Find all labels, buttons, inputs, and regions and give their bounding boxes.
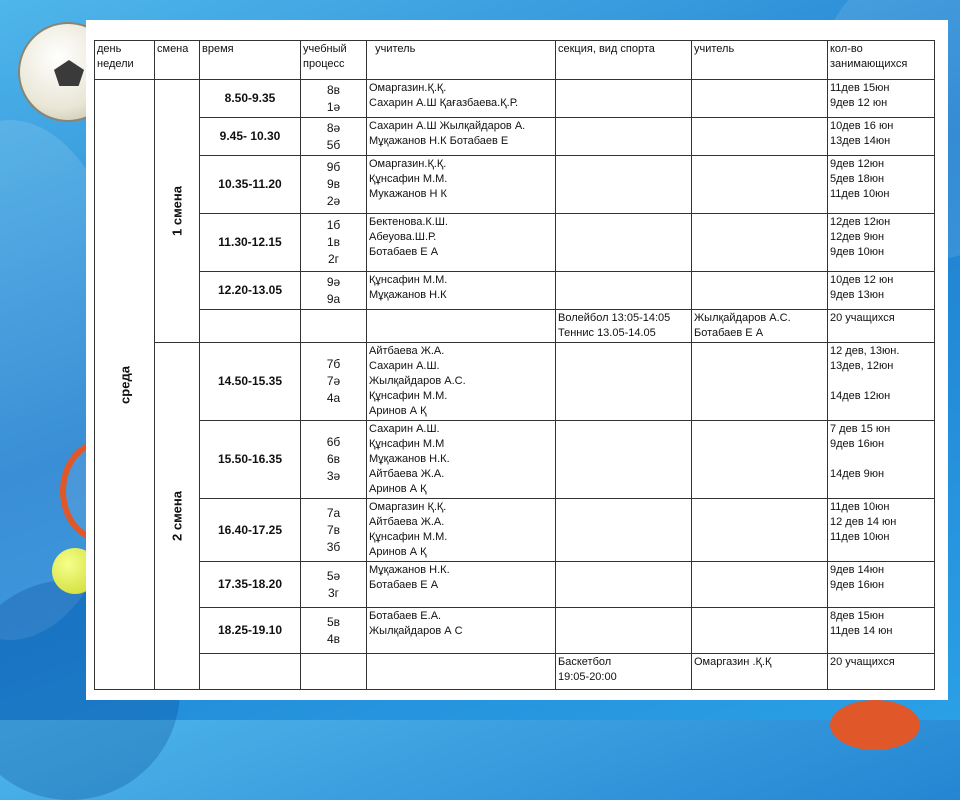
shift-1-cell	[155, 80, 200, 343]
classes-cell	[301, 310, 367, 343]
shift-label: 1 смена	[169, 185, 185, 237]
time-cell: 16.40-17.25	[200, 499, 301, 562]
section-teacher-cell	[692, 499, 828, 562]
section-cell: Волейбол 13:05-14:05 Теннис 13.05-14.05	[556, 310, 692, 343]
classes-cell: 6б 6в 3ә	[301, 421, 367, 499]
section-cell	[556, 156, 692, 214]
time-cell: 11.30-12.15	[200, 214, 301, 272]
time-cell: 18.25-19.10	[200, 608, 301, 654]
teachers-cell	[367, 654, 556, 690]
classes-cell: 5в 4в	[301, 608, 367, 654]
count-cell: 12дев 12юн 12дев 9юн 9дев 10юн	[828, 214, 935, 272]
header-time: время	[200, 41, 301, 80]
section-cell	[556, 214, 692, 272]
basketball-icon	[830, 700, 920, 750]
classes-cell: 1б 1в 2г	[301, 214, 367, 272]
header-shift: смена	[155, 41, 200, 80]
shift-2-cell	[155, 343, 200, 690]
count-cell: 8дев 15юн 11дев 14 юн	[828, 608, 935, 654]
header-process: учебный процесс	[301, 41, 367, 80]
time-cell	[200, 310, 301, 343]
header-teacher: учитель	[367, 41, 556, 80]
section-cell	[556, 118, 692, 156]
teachers-cell: Сахарин А.Ш. Құнсафин М.М Мұқажанов Н.К. Айтбаева Ж.А. Аринов А Қ	[367, 421, 556, 499]
teachers-cell: Айтбаева Ж.А. Сахарин А.Ш. Жылқайдаров А.С. Құнсафин М.М. Аринов А Қ	[367, 343, 556, 421]
section-teacher-cell	[692, 343, 828, 421]
teachers-cell: Омаргазин.Қ.Қ. Сахарин А.Ш Қағазбаева.Қ.Р.	[367, 80, 556, 118]
table-row	[95, 608, 935, 654]
section-teacher-cell	[692, 156, 828, 214]
header-row	[95, 41, 935, 80]
section-cell	[556, 608, 692, 654]
table-row	[95, 118, 935, 156]
classes-cell: 7б 7ә 4а	[301, 343, 367, 421]
time-cell: 10.35-11.20	[200, 156, 301, 214]
section-cell	[556, 562, 692, 608]
schedule-sheet	[86, 20, 948, 700]
classes-cell	[301, 654, 367, 690]
count-cell: 9дев 12юн 5дев 18юн 11дев 10юн	[828, 156, 935, 214]
teachers-cell: Мұқажанов Н.К. Ботабаев Е А	[367, 562, 556, 608]
count-cell: 11дев 10юн 12 дев 14 юн 11дев 10юн	[828, 499, 935, 562]
shift-label: 2 смена	[169, 490, 185, 542]
table-row	[95, 80, 935, 118]
section-teacher-cell	[692, 272, 828, 310]
section-cell	[556, 421, 692, 499]
time-cell: 12.20-13.05	[200, 272, 301, 310]
section-cell: Баскетбол 19:05-20:00	[556, 654, 692, 690]
table-row	[95, 343, 935, 421]
time-cell: 15.50-16.35	[200, 421, 301, 499]
time-cell: 17.35-18.20	[200, 562, 301, 608]
section-teacher-cell	[692, 421, 828, 499]
count-cell: 20 учащихся	[828, 310, 935, 343]
count-cell: 10дев 16 юн 13дев 14юн	[828, 118, 935, 156]
schedule-table	[94, 40, 935, 690]
table-row	[95, 156, 935, 214]
table-row	[95, 654, 935, 690]
count-cell: 12 дев, 13юн. 13дев, 12юн 14дев 12юн	[828, 343, 935, 421]
section-teacher-cell	[692, 214, 828, 272]
day-cell	[95, 80, 155, 690]
section-teacher-cell: Жылқайдаров А.С. Ботабаев Е А	[692, 310, 828, 343]
time-cell: 8.50-9.35	[200, 80, 301, 118]
day-label: среда	[117, 365, 132, 404]
section-teacher-cell: Омаргазин .Қ.Қ	[692, 654, 828, 690]
count-cell: 10дев 12 юн 9дев 13юн	[828, 272, 935, 310]
table-row	[95, 499, 935, 562]
section-cell	[556, 80, 692, 118]
count-cell: 9дев 14юн 9дев 16юн	[828, 562, 935, 608]
classes-cell: 8в 1ә	[301, 80, 367, 118]
count-cell: 11дев 15юн 9дев 12 юн	[828, 80, 935, 118]
classes-cell: 9б 9в 2ә	[301, 156, 367, 214]
table-row	[95, 421, 935, 499]
section-teacher-cell	[692, 80, 828, 118]
section-cell	[556, 499, 692, 562]
header-section: секция, вид спорта	[556, 41, 692, 80]
section-teacher-cell	[692, 608, 828, 654]
table-row	[95, 562, 935, 608]
classes-cell: 9ә 9а	[301, 272, 367, 310]
classes-cell: 8ә 5б	[301, 118, 367, 156]
teachers-cell: Ботабаев Е.А. Жылқайдаров А С	[367, 608, 556, 654]
section-teacher-cell	[692, 118, 828, 156]
section-cell	[556, 272, 692, 310]
teachers-cell: Омаргазин Қ.Қ. Айтбаева Ж.А. Құнсафин М.М. Аринов А Қ	[367, 499, 556, 562]
classes-cell: 5ә 3г	[301, 562, 367, 608]
teachers-cell: Сахарин А.Ш Жылқайдаров А. Мұқажанов Н.К Ботабаев Е	[367, 118, 556, 156]
table-row	[95, 310, 935, 343]
count-cell: 7 дев 15 юн 9дев 16юн 14дев 9юн	[828, 421, 935, 499]
header-day: день недели	[95, 41, 155, 80]
time-cell: 14.50-15.35	[200, 343, 301, 421]
teachers-cell: Бектенова.К.Ш. Абеуова.Ш.Р. Ботабаев Е А	[367, 214, 556, 272]
time-cell: 9.45- 10.30	[200, 118, 301, 156]
teachers-cell	[367, 310, 556, 343]
header-count: кол-во занимающихся	[828, 41, 935, 80]
schedule-body	[95, 80, 935, 690]
count-cell: 20 учащихся	[828, 654, 935, 690]
teachers-cell: Құнсафин М.М. Мұқажанов Н.К	[367, 272, 556, 310]
table-row	[95, 272, 935, 310]
table-row	[95, 214, 935, 272]
header-teacher-2: учитель	[692, 41, 828, 80]
section-teacher-cell	[692, 562, 828, 608]
section-cell	[556, 343, 692, 421]
teachers-cell: Омаргазин.Қ.Қ. Құнсафин М.М. Мукажанов Н К	[367, 156, 556, 214]
classes-cell: 7а 7в 3б	[301, 499, 367, 562]
time-cell	[200, 654, 301, 690]
